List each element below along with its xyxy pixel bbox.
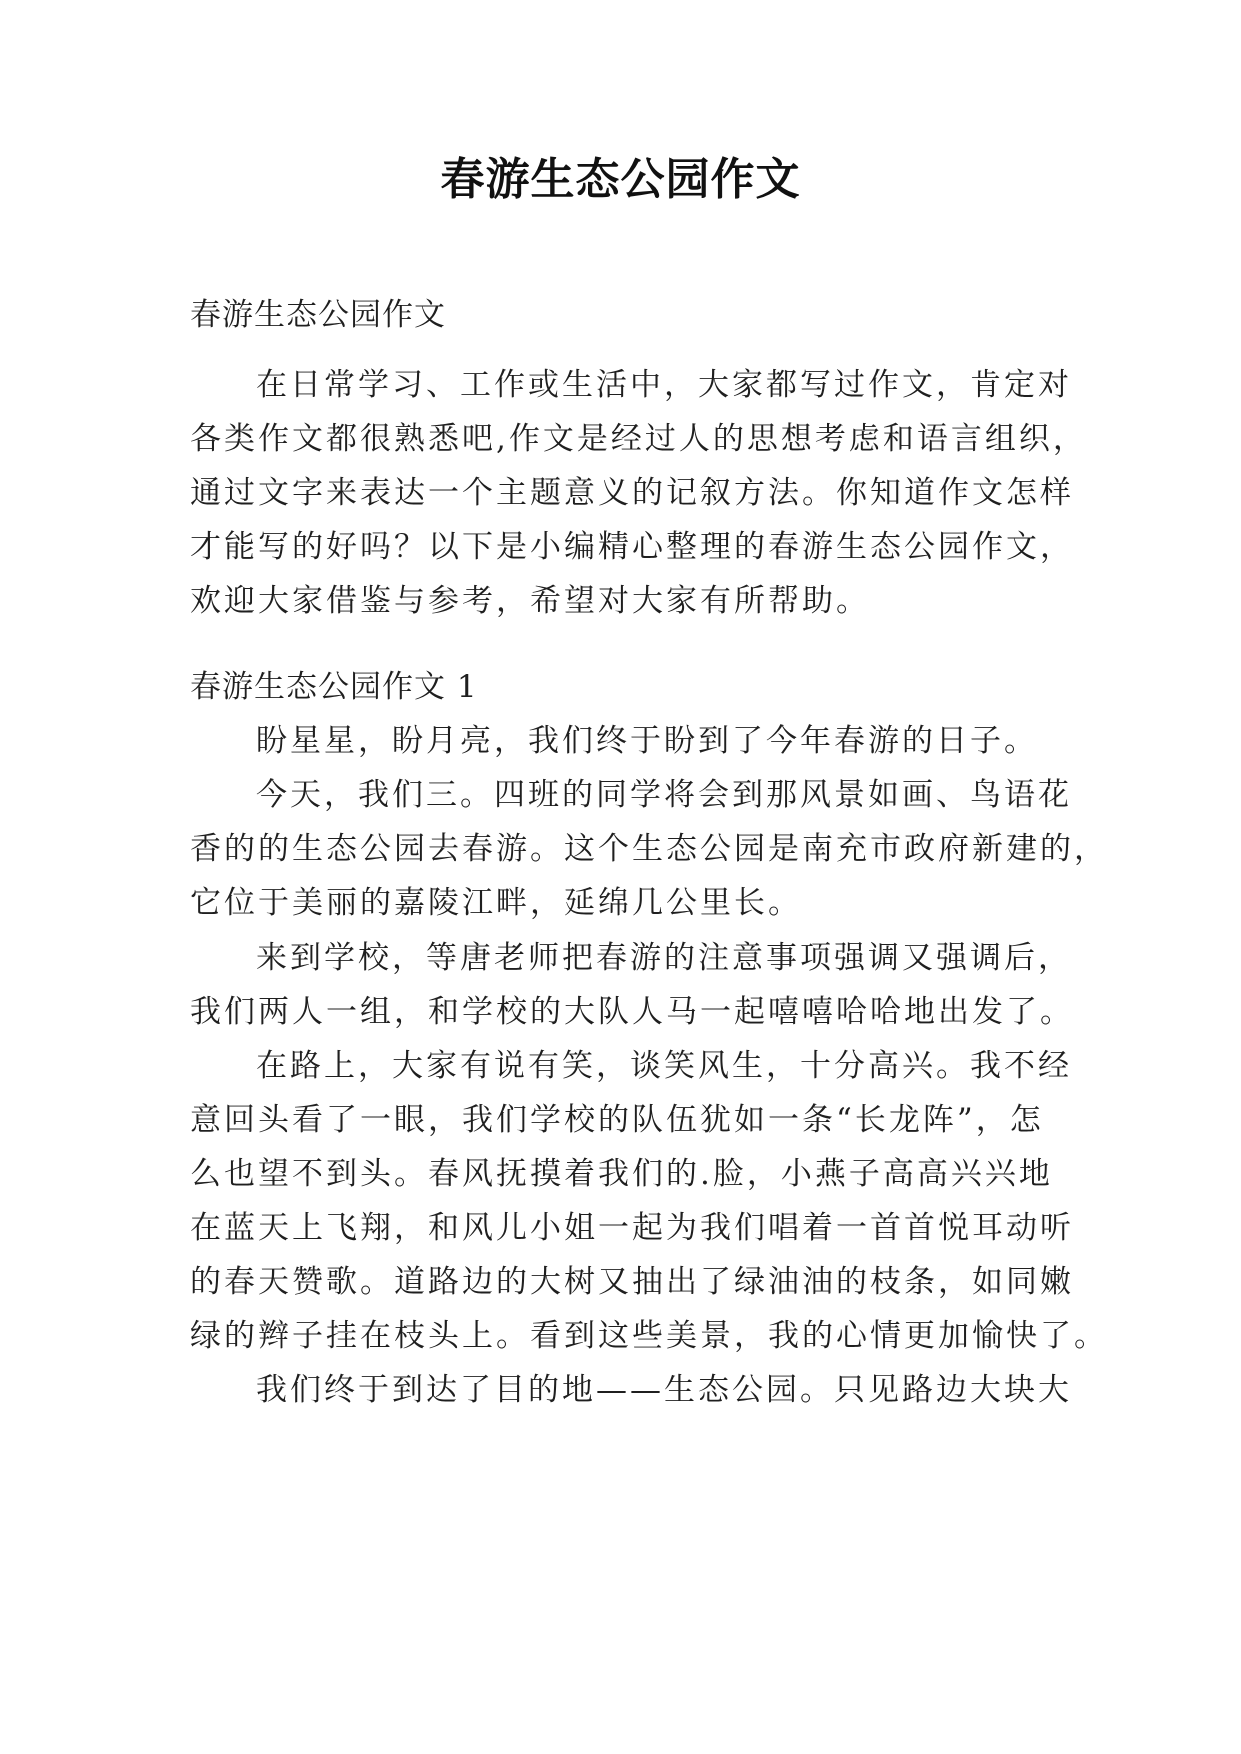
essay-line-3: 香的的生态公园去春游。这个生态公园是南充市政府新建的， [190, 831, 1108, 867]
intro-line-3: 通过文字来表达一个主题意义的记叙方法。你知道作文怎样 [190, 475, 1074, 511]
essay-line-1: 盼星星，盼月亮，我们终于盼到了今年春游的日子。 [256, 723, 1038, 759]
essay-line-13: 我们终于到达了目的地——生态公园。只见路边大块大 [256, 1372, 1072, 1408]
essay-line-6: 我们两人一组，和学校的大队人马一起嘻嘻哈哈地出发了。 [190, 994, 1074, 1030]
essay-line-11: 的春天赞歌。道路边的大树又抽出了绿油油的枝条，如同嫩 [190, 1264, 1074, 1300]
essay-line-7: 在路上，大家有说有笑，谈笑风生，十分高兴。我不经 [256, 1048, 1072, 1084]
section-heading: 春游生态公园作文 [190, 297, 446, 333]
essay-1-heading: 春游生态公园作文 1 [190, 669, 478, 705]
essay-line-5: 来到学校，等唐老师把春游的注意事项强调又强调后， [256, 940, 1072, 976]
intro-line-4: 才能写的好吗？以下是小编精心整理的春游生态公园作文， [190, 529, 1074, 565]
intro-line-1: 在日常学习、工作或生活中，大家都写过作文，肯定对 [256, 367, 1072, 403]
essay-line-8: 意回头看了一眼，我们学校的队伍犹如一条“长龙阵”，怎 [190, 1102, 1044, 1138]
intro-line-5: 欢迎大家借鉴与参考，希望对大家有所帮助。 [190, 583, 870, 619]
intro-line-2: 各类作文都很熟悉吧,作文是经过人的思想考虑和语言组织， [190, 421, 1087, 457]
essay-line-10: 在蓝天上飞翔，和风儿小姐一起为我们唱着一首首悦耳动听 [190, 1210, 1074, 1246]
document-title: 春游生态公园作文 [440, 154, 801, 205]
essay-line-12: 绿的辫子挂在枝头上。看到这些美景，我的心情更加愉快了。 [190, 1318, 1108, 1354]
essay-line-2: 今天，我们三。四班的同学将会到那风景如画、鸟语花 [256, 777, 1072, 813]
essay-line-9: 么也望不到头。春风抚摸着我们的.脸，小燕子高高兴兴地 [190, 1156, 1053, 1192]
essay-line-4: 它位于美丽的嘉陵江畔，延绵几公里长。 [190, 885, 802, 921]
